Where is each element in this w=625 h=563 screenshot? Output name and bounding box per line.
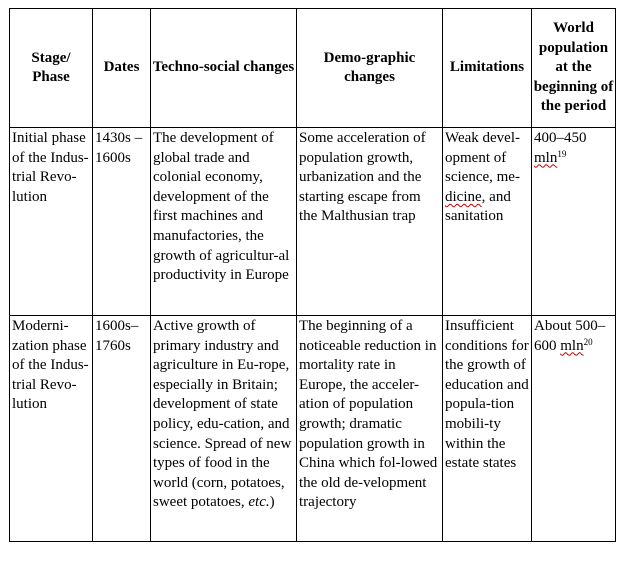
cell-dates: 1430s – 1600s bbox=[93, 128, 151, 316]
table-row bbox=[10, 316, 616, 542]
cell-population bbox=[532, 128, 616, 316]
cell-limitations: Insufficient conditions for the growth of education and popula-tion mobili-ty within the estate states bbox=[443, 316, 532, 542]
cell-techno-social: The development of global trade and colonial economy, development of the first machines and manufactories, the growth of agricultur-al productivity in Europe bbox=[151, 128, 297, 316]
industrial-revolution-phases-table bbox=[9, 8, 616, 542]
cell-population bbox=[532, 316, 616, 542]
spellcheck-flagged-word: dicine bbox=[445, 188, 482, 205]
cell-stage: Moderni-zation phase of the Indus-trial Revo-lution bbox=[10, 316, 93, 542]
header-world-population: World population at the beginning of the period bbox=[532, 9, 616, 128]
footnote-ref[interactable]: 19 bbox=[557, 148, 567, 159]
etc-italic: etc. bbox=[248, 494, 270, 511]
cell-dates: 1600s– 1760s bbox=[93, 316, 151, 542]
table-header-row bbox=[10, 9, 616, 128]
population-unit: mln bbox=[560, 337, 584, 354]
cell-limitations bbox=[443, 128, 532, 316]
cell-stage: Initial phase of the Indus-trial Revo-lution bbox=[10, 128, 93, 316]
techno-social-text-end: ) bbox=[269, 494, 275, 511]
header-limitations: Limitations bbox=[443, 9, 532, 128]
population-value: 400–450 bbox=[534, 130, 587, 146]
table-row bbox=[10, 128, 616, 316]
population-unit: mln bbox=[534, 149, 558, 166]
header-demographic-changes: Demo-graphic changes bbox=[297, 9, 443, 128]
limitations-text: Weak devel-opment of science, me- bbox=[445, 130, 520, 186]
techno-social-text: Active growth of primary industry and agriculture in Eu-rope, especially in Britain; development of state policy, edu-cation, and science. Spread of new types of food in the world (corn, potatoes, sweet potatoes, bbox=[153, 318, 292, 511]
header-dates: Dates bbox=[93, 9, 151, 128]
cell-techno-social bbox=[151, 316, 297, 542]
header-stage-phase: Stage/ Phase bbox=[10, 9, 93, 128]
header-techno-social-changes: Techno-social changes bbox=[151, 9, 297, 128]
footnote-ref[interactable]: 20 bbox=[583, 336, 593, 347]
population-value: About 500–600 bbox=[534, 318, 606, 354]
cell-demographic: Some acceleration of population growth, urbanization and the starting escape from the Malthusian trap bbox=[297, 128, 443, 316]
limitations-text-end: , and sanitation bbox=[445, 188, 511, 225]
cell-demographic: The beginning of a noticeable reduction in mortality rate in Europe, the acceler-ation of population growth; dramatic population growth in China which fol-lowed the old de-velopment trajectory bbox=[297, 316, 443, 542]
